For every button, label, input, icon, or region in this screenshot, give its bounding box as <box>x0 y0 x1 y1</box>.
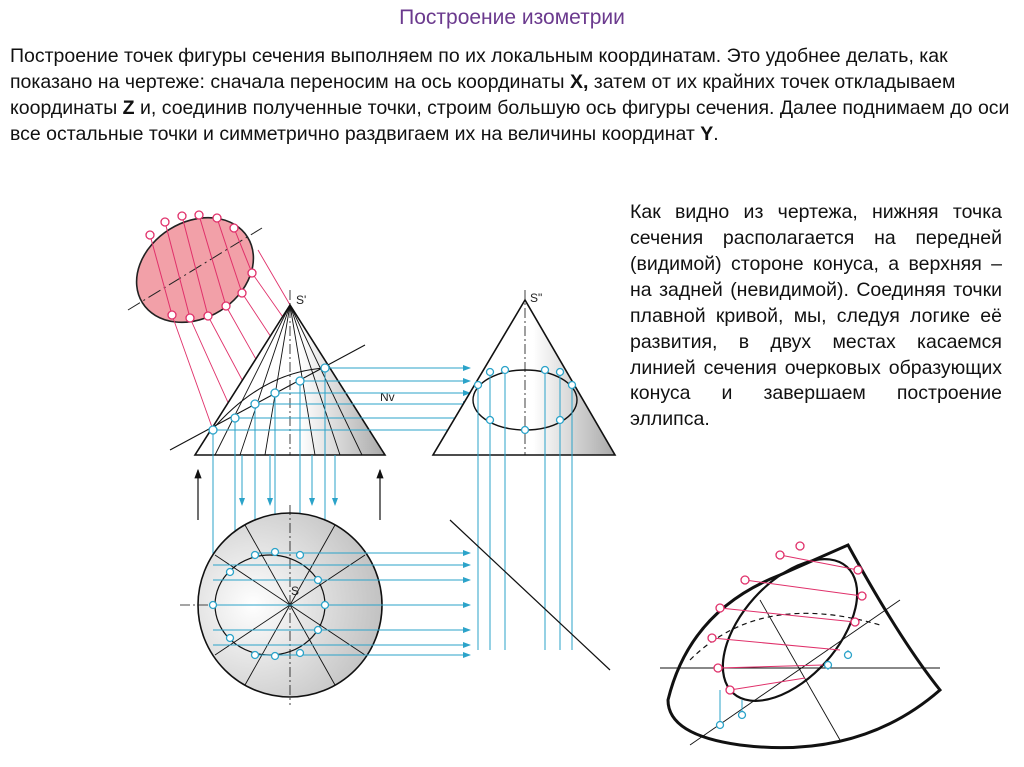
side-view-cone <box>433 290 615 650</box>
top-view-cone <box>180 505 470 705</box>
intro-text-3: и, соединив полученные точки, строим большую ось фигуры сечения. Далее поднимаем до оси все остальные точки и симметрично раздвигаем их на величины координат <box>10 96 1010 145</box>
axis-y-label: Y <box>700 122 714 145</box>
plane-trace-label: Nv <box>380 390 395 404</box>
side-apex-label: S" <box>530 291 543 305</box>
axis-x-label: X, <box>569 70 589 93</box>
intro-text-2: затем от их крайних точек откладываем координаты <box>10 70 956 119</box>
slide-title: Построение изометрии <box>399 6 625 29</box>
intro-text-1: Построение точек фигуры сечения выполняем по их локальным координатам. Это удобнее делать, как показано на чертеже: сначала переносим на ось координаты <box>10 45 948 93</box>
axis-z-label: Z <box>122 96 135 119</box>
intro-text-4: . <box>713 122 719 145</box>
side-paragraph: Как видно из чертежа, нижняя точка сечения располагается на передней (видимой) стороне конуса, а верхняя – на задней (невидимой). Соединяя точки плавной кривой, мы, следуя логике её развития, в двух местах касаемся линией сечения очерковых образующих конуса и завершаем построение эллипса. <box>630 201 1002 431</box>
top-apex-label: S <box>291 584 300 598</box>
front-apex-label: S' <box>296 293 307 307</box>
isometric-cone <box>660 535 940 748</box>
